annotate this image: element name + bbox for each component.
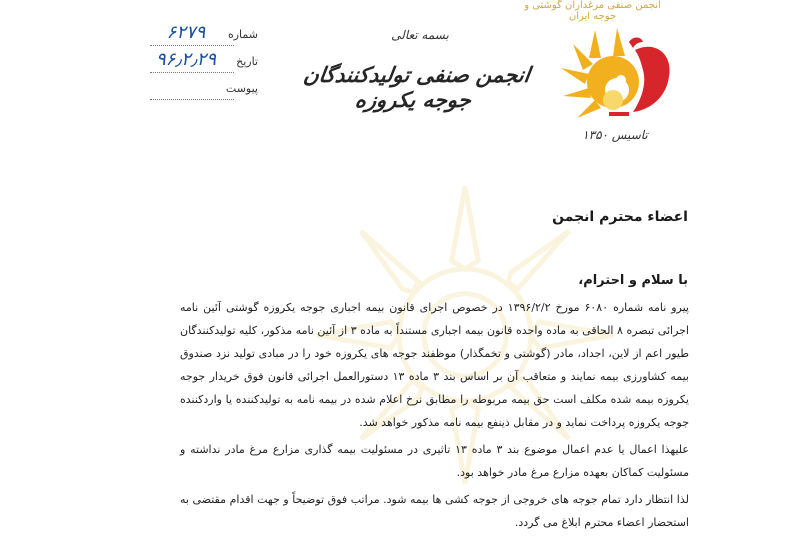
body-paragraph-3: لذا انتظار دارد تمام جوجه های خروجی از جوجه کشی ها بیمه شود. مراتب فوق توضیحاً و جهت اقدام مقتضی به استحضار اعضاء محترم ابلاغ می گردد. (180, 493, 689, 529)
organization-name: انجمن صنفی تولیدکنندگان جوجه یکروزه (301, 62, 532, 112)
invocation-text: بسمه تعالی (391, 28, 449, 42)
organization-logo (555, 20, 677, 130)
header-fields (150, 22, 260, 103)
letter-number-value: ۶۲۷۹ (166, 22, 206, 43)
body-paragraph-1: پیرو نامه شماره ۶۰۸۰ مورخ ۱۳۹۶/۲/۲ در خصوص اجرای قانون بیمه اجباری جوجه یکروزه گوشتی آئین نامه اجرائی تبصره ۸ الحاقی به ماده واحده قانون بیمه اجباری مستنداً به ماده ۳ از آئین نامه مذکور، کلیه تولیدکنندگان طیور اعم از لاین، اجداد، مادر (گوشتی و تخمگذار) موظفند جوجه های یکروزه خود را در مبادی تولید نزد صندوق بیمه کشاورزی بیمه نمایند و متعاقب آن بر اساس بند ۳ ماده ۱۳ دستورالعمل اجرائی قانون فوق خریدار جوجه یکروزه بیمه شده مکلف است حق بیمه مربوطه را مطابق نرخ اعلام شده در بیمه نامه به تولیدکننده یا واردکننده جوجه یکروزه پرداخت نماید و در مقابل ذینفع بیمه نامه مذکور خواهد شد. (180, 301, 689, 429)
attachment-label: پیوست (225, 82, 258, 95)
date-underline (150, 72, 234, 73)
body-paragraph-2: علیهذا اعمال یا عدم اعمال موضوع بند ۳ ماده ۱۳ تاثیری در مسئولیت بیمه گذاری مزارع مرغ مادر نداشته و مسئولیت کماکان بعهده مزارع مرغ مادر خواهد بود. (180, 443, 689, 479)
logo-caption: انجمن صنفی مرغداران گوشتی و جوجه ایران (524, 0, 661, 22)
number-underline (150, 45, 234, 46)
founded-year: تاسیس ۱۳۵۰ (582, 128, 648, 142)
recipient-line: اعضاء محترم انجمن (552, 209, 688, 225)
letter-number-label: شماره (227, 28, 258, 41)
letter-date-value: ۹۶٫۲٫۲۹ (155, 49, 217, 70)
date-row (150, 49, 260, 76)
letter-date-label: تاریخ (236, 55, 258, 68)
greeting-line: با سلام و احترام، (578, 273, 688, 288)
number-row (150, 22, 260, 49)
letter-body (180, 296, 689, 534)
attachment-row (150, 76, 260, 103)
attachment-underline (150, 99, 234, 100)
